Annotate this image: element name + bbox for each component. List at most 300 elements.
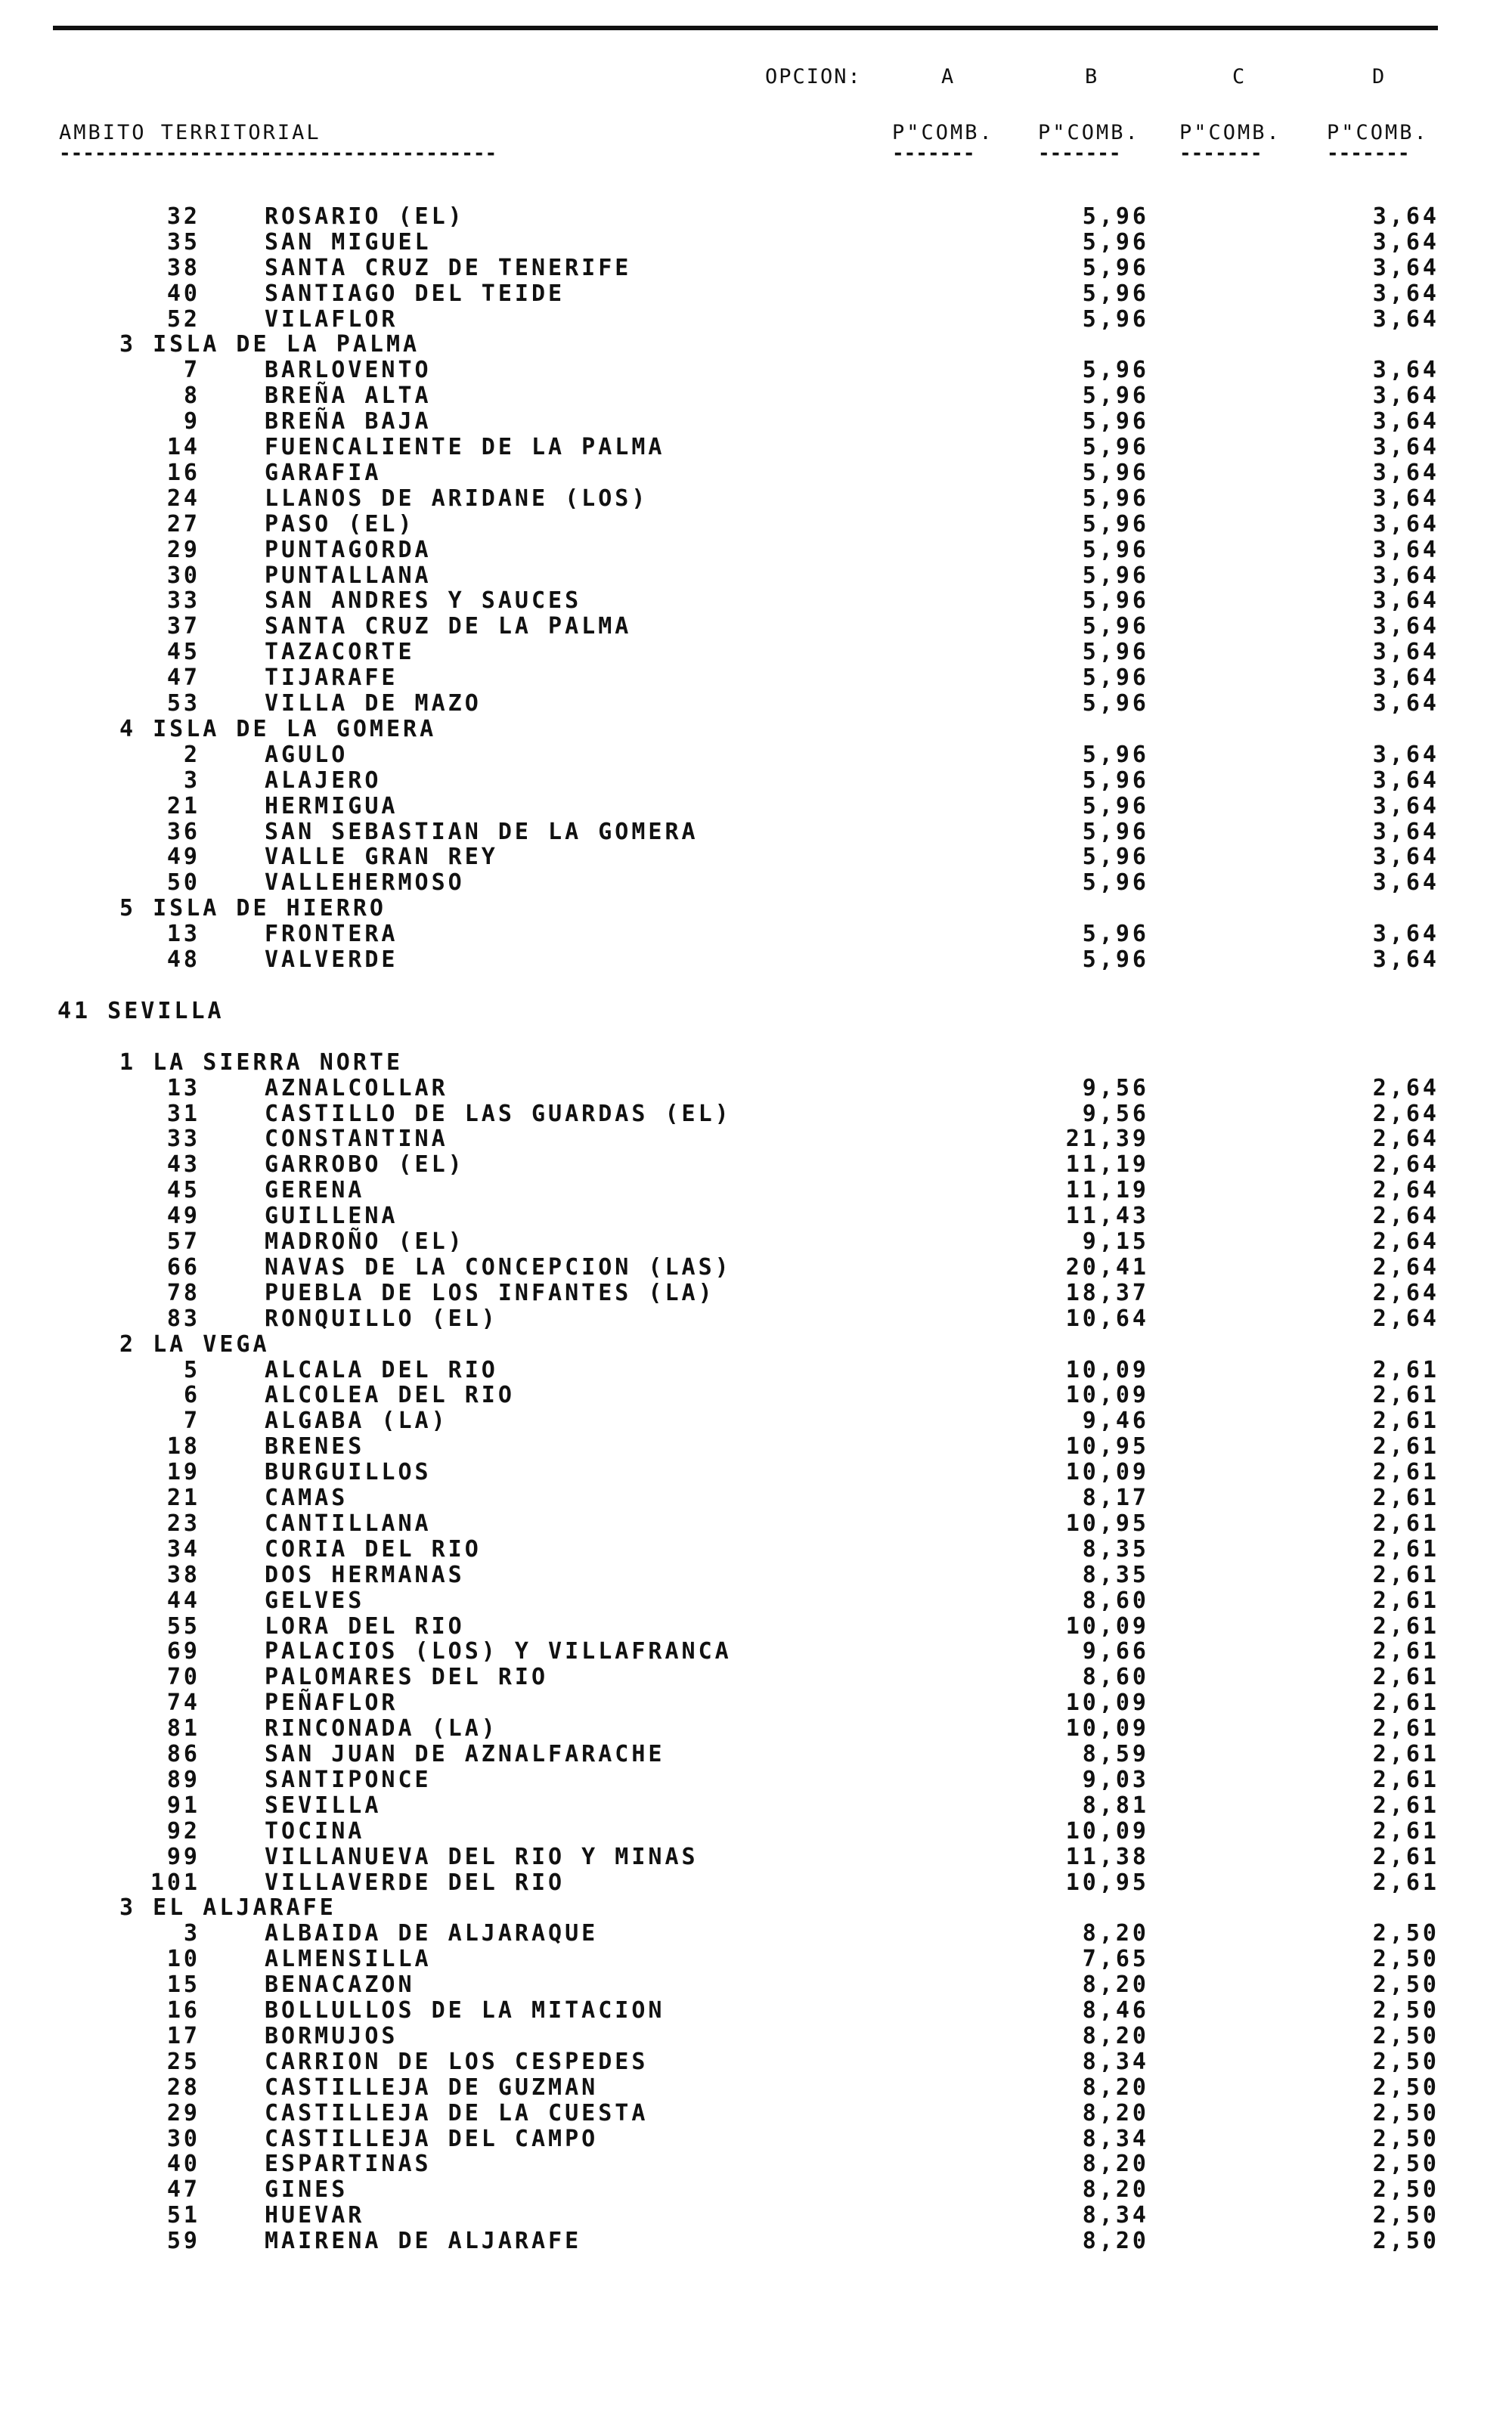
row-code: 2 bbox=[183, 742, 200, 768]
row-name: BORMUJOS bbox=[265, 2023, 398, 2049]
row-name: PASO (EL) bbox=[265, 511, 415, 537]
section-heading: 5 ISLA DE HIERRO bbox=[119, 895, 386, 921]
row-value-d: 2,50 bbox=[1372, 2049, 1439, 2075]
row-code: 57 bbox=[166, 1228, 200, 1255]
row-value-b: 8,81 bbox=[1082, 1792, 1149, 1819]
row-code: 50 bbox=[166, 869, 200, 896]
row-value-d: 3,64 bbox=[1372, 869, 1439, 896]
row-value-b: 5,96 bbox=[1082, 819, 1149, 845]
row-name: BOLLULLOS DE LA MITACION bbox=[265, 1997, 665, 2024]
row-value-b: 7,65 bbox=[1082, 1946, 1149, 1972]
row-value-d: 2,61 bbox=[1372, 1869, 1439, 1896]
col-c-underline: ------- bbox=[1179, 142, 1263, 165]
row-code: 15 bbox=[166, 1972, 200, 1998]
row-value-b: 8,17 bbox=[1082, 1485, 1149, 1511]
row-code: 31 bbox=[166, 1101, 200, 1127]
row-value-b: 5,96 bbox=[1082, 793, 1149, 819]
row-code: 74 bbox=[166, 1690, 200, 1716]
row-name: VILLA DE MAZO bbox=[265, 690, 482, 717]
row-name: PALACIOS (LOS) Y VILLAFRANCA bbox=[265, 1638, 732, 1665]
row-value-b: 9,15 bbox=[1082, 1228, 1149, 1255]
row-name: BRENES bbox=[265, 1433, 365, 1460]
row-value-b: 9,56 bbox=[1082, 1075, 1149, 1101]
row-code: 45 bbox=[166, 639, 200, 665]
row-name: MAIRENA DE ALJARAFE bbox=[265, 2228, 582, 2254]
row-name: ALCOLEA DEL RIO bbox=[265, 1382, 515, 1408]
row-value-d: 2,50 bbox=[1372, 1997, 1439, 2024]
row-value-d: 3,64 bbox=[1372, 408, 1439, 435]
row-value-b: 8,20 bbox=[1082, 2228, 1149, 2254]
row-value-b: 8,59 bbox=[1082, 1741, 1149, 1767]
row-value-d: 2,61 bbox=[1372, 1408, 1439, 1434]
row-value-d: 2,50 bbox=[1372, 2100, 1439, 2126]
row-name: LORA DEL RIO bbox=[265, 1613, 465, 1640]
row-name: ALBAIDA DE ALJARAQUE bbox=[265, 1920, 599, 1947]
row-name: SAN MIGUEL bbox=[265, 229, 432, 256]
row-code: 38 bbox=[166, 1562, 200, 1588]
row-value-b: 10,09 bbox=[1065, 1715, 1149, 1742]
row-value-d: 3,64 bbox=[1372, 587, 1439, 614]
option-a: A bbox=[941, 65, 956, 88]
row-code: 16 bbox=[166, 460, 200, 486]
row-value-d: 3,64 bbox=[1372, 460, 1439, 486]
row-name: BENACAZON bbox=[265, 1972, 415, 1998]
row-name: SEVILLA bbox=[265, 1792, 382, 1819]
row-code: 40 bbox=[166, 280, 200, 307]
col-a-underline: ------- bbox=[892, 142, 975, 165]
row-name: PEÑAFLOR bbox=[265, 1690, 398, 1716]
row-code: 59 bbox=[166, 2228, 200, 2254]
row-code: 91 bbox=[166, 1792, 200, 1819]
row-value-d: 2,50 bbox=[1372, 2176, 1439, 2203]
row-value-b: 10,09 bbox=[1065, 1459, 1149, 1485]
row-value-d: 2,50 bbox=[1372, 2202, 1439, 2229]
row-code: 21 bbox=[166, 1485, 200, 1511]
row-value-d: 3,64 bbox=[1372, 742, 1439, 768]
row-name: AZNALCOLLAR bbox=[265, 1075, 448, 1101]
section-heading: 3 ISLA DE LA PALMA bbox=[119, 331, 420, 358]
row-code: 89 bbox=[166, 1767, 200, 1793]
row-value-b: 5,96 bbox=[1082, 460, 1149, 486]
row-name: CASTILLEJA DE LA CUESTA bbox=[265, 2100, 649, 2126]
row-code: 70 bbox=[166, 1664, 200, 1690]
row-value-d: 2,64 bbox=[1372, 1101, 1439, 1127]
row-value-b: 8,20 bbox=[1082, 2151, 1149, 2177]
row-value-b: 10,95 bbox=[1065, 1869, 1149, 1896]
row-value-d: 2,61 bbox=[1372, 1715, 1439, 1742]
row-code: 47 bbox=[166, 664, 200, 691]
row-value-b: 11,43 bbox=[1065, 1203, 1149, 1229]
row-value-d: 2,50 bbox=[1372, 1972, 1439, 1998]
row-value-d: 3,64 bbox=[1372, 511, 1439, 537]
row-value-d: 2,61 bbox=[1372, 1690, 1439, 1716]
row-name: SANTIPONCE bbox=[265, 1767, 432, 1793]
row-name: CANTILLANA bbox=[265, 1510, 432, 1537]
row-code: 53 bbox=[166, 690, 200, 717]
row-value-b: 8,20 bbox=[1082, 2100, 1149, 2126]
row-code: 29 bbox=[166, 537, 200, 563]
row-value-b: 10,95 bbox=[1065, 1433, 1149, 1460]
row-value-b: 5,96 bbox=[1082, 229, 1149, 256]
row-value-d: 3,64 bbox=[1372, 306, 1439, 333]
row-value-b: 8,20 bbox=[1082, 2176, 1149, 2203]
row-value-b: 10,09 bbox=[1065, 1382, 1149, 1408]
row-code: 10 bbox=[166, 1946, 200, 1972]
row-name: GARROBO (EL) bbox=[265, 1151, 465, 1178]
row-value-d: 2,61 bbox=[1372, 1741, 1439, 1767]
row-name: VALLE GRAN REY bbox=[265, 844, 498, 870]
row-name: BURGUILLOS bbox=[265, 1459, 432, 1485]
row-value-d: 3,64 bbox=[1372, 639, 1439, 665]
row-code: 30 bbox=[166, 2126, 200, 2152]
row-value-d: 2,61 bbox=[1372, 1818, 1439, 1845]
row-value-b: 5,96 bbox=[1082, 280, 1149, 307]
row-code: 35 bbox=[166, 229, 200, 256]
row-value-b: 5,96 bbox=[1082, 203, 1149, 230]
province-heading: 41 SEVILLA bbox=[57, 998, 225, 1024]
row-name: MADROÑO (EL) bbox=[265, 1228, 465, 1255]
row-code: 8 bbox=[183, 383, 200, 409]
row-value-d: 3,64 bbox=[1372, 844, 1439, 870]
row-value-b: 5,96 bbox=[1082, 537, 1149, 563]
row-name: CASTILLEJA DE GUZMAN bbox=[265, 2074, 599, 2101]
row-name: TOCINA bbox=[265, 1818, 365, 1845]
option-b: B bbox=[1085, 65, 1099, 88]
row-code: 78 bbox=[166, 1280, 200, 1306]
row-code: 49 bbox=[166, 844, 200, 870]
row-code: 101 bbox=[150, 1869, 200, 1896]
row-name: NAVAS DE LA CONCEPCION (LAS) bbox=[265, 1254, 732, 1281]
row-value-d: 2,61 bbox=[1372, 1459, 1439, 1485]
row-name: SAN SEBASTIAN DE LA GOMERA bbox=[265, 819, 699, 845]
row-name: PALOMARES DEL RIO bbox=[265, 1664, 549, 1690]
top-rule bbox=[53, 26, 1438, 30]
row-value-d: 3,64 bbox=[1372, 690, 1439, 717]
row-value-b: 5,96 bbox=[1082, 383, 1149, 409]
row-value-b: 10,09 bbox=[1065, 1357, 1149, 1383]
row-value-d: 2,61 bbox=[1372, 1485, 1439, 1511]
row-value-d: 3,64 bbox=[1372, 562, 1439, 589]
row-name: SANTA CRUZ DE TENERIFE bbox=[265, 255, 632, 281]
row-name: PUNTAGORDA bbox=[265, 537, 432, 563]
row-name: VILLANUEVA DEL RIO Y MINAS bbox=[265, 1844, 699, 1870]
row-value-b: 8,20 bbox=[1082, 2074, 1149, 2101]
row-code: 66 bbox=[166, 1254, 200, 1281]
row-name: HUEVAR bbox=[265, 2202, 365, 2229]
row-code: 49 bbox=[166, 1203, 200, 1229]
col-c-label: P"COMB. bbox=[1179, 121, 1281, 144]
row-value-b: 9,56 bbox=[1082, 1101, 1149, 1127]
row-name: ALMENSILLA bbox=[265, 1946, 432, 1972]
row-value-d: 2,61 bbox=[1372, 1382, 1439, 1408]
row-name: VILLAVERDE DEL RIO bbox=[265, 1869, 565, 1896]
row-value-b: 5,96 bbox=[1082, 434, 1149, 460]
row-name: ALGABA (LA) bbox=[265, 1408, 448, 1434]
row-value-d: 2,61 bbox=[1372, 1510, 1439, 1537]
row-name: SANTIAGO DEL TEIDE bbox=[265, 280, 565, 307]
row-value-d: 2,64 bbox=[1372, 1203, 1439, 1229]
row-value-d: 2,61 bbox=[1372, 1613, 1439, 1640]
row-value-b: 5,96 bbox=[1082, 613, 1149, 640]
row-code: 37 bbox=[166, 613, 200, 640]
row-value-d: 2,50 bbox=[1372, 2074, 1439, 2101]
row-code: 29 bbox=[166, 2100, 200, 2126]
row-value-d: 3,64 bbox=[1372, 664, 1439, 691]
row-code: 81 bbox=[166, 1715, 200, 1742]
row-value-d: 3,64 bbox=[1372, 229, 1439, 256]
row-value-b: 5,96 bbox=[1082, 664, 1149, 691]
row-code: 92 bbox=[166, 1818, 200, 1845]
row-value-d: 2,61 bbox=[1372, 1433, 1439, 1460]
row-value-b: 5,96 bbox=[1082, 946, 1149, 973]
row-value-b: 5,96 bbox=[1082, 357, 1149, 383]
row-name: VALVERDE bbox=[265, 946, 398, 973]
row-value-b: 5,96 bbox=[1082, 485, 1149, 512]
row-value-d: 3,64 bbox=[1372, 793, 1439, 819]
row-code: 3 bbox=[183, 1920, 200, 1947]
row-value-d: 2,50 bbox=[1372, 1946, 1439, 1972]
row-name: BREÑA BAJA bbox=[265, 408, 432, 435]
row-code: 7 bbox=[183, 357, 200, 383]
row-code: 18 bbox=[166, 1433, 200, 1460]
row-code: 40 bbox=[166, 2151, 200, 2177]
row-value-b: 5,96 bbox=[1082, 587, 1149, 614]
row-value-d: 3,64 bbox=[1372, 434, 1439, 460]
row-value-b: 5,96 bbox=[1082, 255, 1149, 281]
row-value-b: 5,96 bbox=[1082, 767, 1149, 794]
row-name: GARAFIA bbox=[265, 460, 382, 486]
row-value-d: 2,50 bbox=[1372, 2126, 1439, 2152]
row-value-b: 18,37 bbox=[1065, 1280, 1149, 1306]
ambito-underline: ------------------------------------- bbox=[59, 142, 497, 165]
row-name: VALLEHERMOSO bbox=[265, 869, 465, 896]
row-code: 13 bbox=[166, 1075, 200, 1101]
row-value-b: 5,96 bbox=[1082, 562, 1149, 589]
row-value-d: 2,64 bbox=[1372, 1151, 1439, 1178]
row-name: CASTILLO DE LAS GUARDAS (EL) bbox=[265, 1101, 732, 1127]
row-value-d: 3,64 bbox=[1372, 767, 1439, 794]
row-name: ALAJERO bbox=[265, 767, 382, 794]
row-value-d: 3,64 bbox=[1372, 383, 1439, 409]
row-value-d: 2,50 bbox=[1372, 1920, 1439, 1947]
row-code: 28 bbox=[166, 2074, 200, 2101]
row-name: SANTA CRUZ DE LA PALMA bbox=[265, 613, 632, 640]
row-value-d: 3,64 bbox=[1372, 946, 1439, 973]
row-name: CASTILLEJA DEL CAMPO bbox=[265, 2126, 599, 2152]
row-code: 7 bbox=[183, 1408, 200, 1434]
row-value-b: 11,19 bbox=[1065, 1177, 1149, 1203]
row-code: 44 bbox=[166, 1587, 200, 1614]
row-code: 5 bbox=[183, 1357, 200, 1383]
row-code: 33 bbox=[166, 587, 200, 614]
section-heading: 4 ISLA DE LA GOMERA bbox=[119, 716, 437, 742]
ambito-label: AMBITO TERRITORIAL bbox=[59, 121, 321, 144]
row-code: 55 bbox=[166, 1613, 200, 1640]
row-code: 86 bbox=[166, 1741, 200, 1767]
row-code: 69 bbox=[166, 1638, 200, 1665]
row-value-b: 11,19 bbox=[1065, 1151, 1149, 1178]
row-name: LLANOS DE ARIDANE (LOS) bbox=[265, 485, 649, 512]
row-value-d: 2,61 bbox=[1372, 1357, 1439, 1383]
row-value-b: 8,60 bbox=[1082, 1587, 1149, 1614]
row-value-b: 10,09 bbox=[1065, 1613, 1149, 1640]
row-value-b: 8,46 bbox=[1082, 1997, 1149, 2024]
row-code: 21 bbox=[166, 793, 200, 819]
row-value-d: 2,61 bbox=[1372, 1767, 1439, 1793]
row-code: 51 bbox=[166, 2202, 200, 2229]
row-value-b: 8,20 bbox=[1082, 1920, 1149, 1947]
row-value-b: 5,96 bbox=[1082, 844, 1149, 870]
row-name: SAN ANDRES Y SAUCES bbox=[265, 587, 582, 614]
row-value-d: 2,64 bbox=[1372, 1177, 1439, 1203]
row-name: CONSTANTINA bbox=[265, 1126, 448, 1152]
row-name: CORIA DEL RIO bbox=[265, 1536, 482, 1563]
col-a-label: P"COMB. bbox=[892, 121, 994, 144]
row-value-d: 3,64 bbox=[1372, 613, 1439, 640]
row-value-b: 10,09 bbox=[1065, 1690, 1149, 1716]
row-value-b: 9,46 bbox=[1082, 1408, 1149, 1434]
row-code: 6 bbox=[183, 1382, 200, 1408]
row-value-d: 2,61 bbox=[1372, 1562, 1439, 1588]
row-code: 47 bbox=[166, 2176, 200, 2203]
row-value-d: 2,64 bbox=[1372, 1228, 1439, 1255]
row-value-b: 5,96 bbox=[1082, 742, 1149, 768]
col-b-label: P"COMB. bbox=[1038, 121, 1140, 144]
row-code: 19 bbox=[166, 1459, 200, 1485]
row-code: 3 bbox=[183, 767, 200, 794]
row-value-b: 21,39 bbox=[1065, 1126, 1149, 1152]
row-value-d: 2,50 bbox=[1372, 2023, 1439, 2049]
row-value-b: 9,03 bbox=[1082, 1767, 1149, 1793]
row-name: CARRION DE LOS CESPEDES bbox=[265, 2049, 649, 2075]
row-value-b: 11,38 bbox=[1065, 1844, 1149, 1870]
row-name: GINES bbox=[265, 2176, 349, 2203]
row-name: FRONTERA bbox=[265, 921, 398, 947]
row-value-b: 8,20 bbox=[1082, 1972, 1149, 1998]
row-name: AGULO bbox=[265, 742, 349, 768]
section-heading: 1 LA SIERRA NORTE bbox=[119, 1049, 404, 1076]
row-name: RINCONADA (LA) bbox=[265, 1715, 498, 1742]
row-code: 48 bbox=[166, 946, 200, 973]
row-name: GUILLENA bbox=[265, 1203, 398, 1229]
row-value-b: 10,09 bbox=[1065, 1818, 1149, 1845]
row-value-b: 8,60 bbox=[1082, 1664, 1149, 1690]
row-name: BREÑA ALTA bbox=[265, 383, 432, 409]
row-value-d: 3,64 bbox=[1372, 921, 1439, 947]
row-value-d: 3,64 bbox=[1372, 255, 1439, 281]
row-code: 83 bbox=[166, 1306, 200, 1332]
row-name: TAZACORTE bbox=[265, 639, 415, 665]
row-code: 16 bbox=[166, 1997, 200, 2024]
col-d-label: P"COMB. bbox=[1327, 121, 1429, 144]
row-value-b: 5,96 bbox=[1082, 306, 1149, 333]
row-code: 25 bbox=[166, 2049, 200, 2075]
option-d: D bbox=[1372, 65, 1387, 88]
row-name: FUENCALIENTE DE LA PALMA bbox=[265, 434, 665, 460]
row-code: 38 bbox=[166, 255, 200, 281]
row-value-b: 5,96 bbox=[1082, 639, 1149, 665]
row-value-d: 2,61 bbox=[1372, 1536, 1439, 1563]
row-name: ROSARIO (EL) bbox=[265, 203, 465, 230]
row-value-b: 5,96 bbox=[1082, 921, 1149, 947]
row-code: 52 bbox=[166, 306, 200, 333]
row-name: RONQUILLO (EL) bbox=[265, 1306, 498, 1332]
row-name: TIJARAFE bbox=[265, 664, 398, 691]
row-code: 24 bbox=[166, 485, 200, 512]
row-value-d: 3,64 bbox=[1372, 819, 1439, 845]
col-d-underline: ------- bbox=[1327, 142, 1410, 165]
row-value-b: 10,64 bbox=[1065, 1306, 1149, 1332]
row-value-b: 8,34 bbox=[1082, 2126, 1149, 2152]
row-name: GELVES bbox=[265, 1587, 365, 1614]
row-value-b: 5,96 bbox=[1082, 511, 1149, 537]
row-value-d: 2,61 bbox=[1372, 1638, 1439, 1665]
row-value-b: 5,96 bbox=[1082, 869, 1149, 896]
row-name: VILAFLOR bbox=[265, 306, 398, 333]
row-value-d: 2,64 bbox=[1372, 1306, 1439, 1332]
row-name: GERENA bbox=[265, 1177, 365, 1203]
row-value-b: 20,41 bbox=[1065, 1254, 1149, 1281]
row-value-d: 3,64 bbox=[1372, 280, 1439, 307]
row-name: BARLOVENTO bbox=[265, 357, 432, 383]
row-code: 14 bbox=[166, 434, 200, 460]
row-value-b: 9,66 bbox=[1082, 1638, 1149, 1665]
row-value-d: 2,61 bbox=[1372, 1792, 1439, 1819]
row-value-b: 8,34 bbox=[1082, 2202, 1149, 2229]
row-value-b: 5,96 bbox=[1082, 690, 1149, 717]
row-value-d: 3,64 bbox=[1372, 357, 1439, 383]
row-code: 33 bbox=[166, 1126, 200, 1152]
row-value-d: 3,64 bbox=[1372, 485, 1439, 512]
row-code: 36 bbox=[166, 819, 200, 845]
row-name: ESPARTINAS bbox=[265, 2151, 432, 2177]
row-value-b: 8,35 bbox=[1082, 1562, 1149, 1588]
row-code: 30 bbox=[166, 562, 200, 589]
row-name: DOS HERMANAS bbox=[265, 1562, 465, 1588]
row-code: 9 bbox=[183, 408, 200, 435]
row-code: 27 bbox=[166, 511, 200, 537]
row-value-d: 2,50 bbox=[1372, 2228, 1439, 2254]
row-code: 45 bbox=[166, 1177, 200, 1203]
col-b-underline: ------- bbox=[1038, 142, 1121, 165]
section-heading: 3 EL ALJARAFE bbox=[119, 1894, 336, 1921]
row-code: 23 bbox=[166, 1510, 200, 1537]
row-name: CAMAS bbox=[265, 1485, 349, 1511]
row-value-d: 2,64 bbox=[1372, 1254, 1439, 1281]
option-c: C bbox=[1232, 65, 1247, 88]
row-name: SAN JUAN DE AZNALFARACHE bbox=[265, 1741, 665, 1767]
row-value-d: 2,61 bbox=[1372, 1587, 1439, 1614]
row-name: ALCALA DEL RIO bbox=[265, 1357, 498, 1383]
row-value-d: 2,64 bbox=[1372, 1280, 1439, 1306]
row-value-d: 2,61 bbox=[1372, 1844, 1439, 1870]
row-code: 17 bbox=[166, 2023, 200, 2049]
row-value-d: 2,61 bbox=[1372, 1664, 1439, 1690]
row-name: PUEBLA DE LOS INFANTES (LA) bbox=[265, 1280, 715, 1306]
row-name: HERMIGUA bbox=[265, 793, 398, 819]
row-code: 13 bbox=[166, 921, 200, 947]
row-code: 32 bbox=[166, 203, 200, 230]
row-value-d: 2,64 bbox=[1372, 1075, 1439, 1101]
section-heading: 2 LA VEGA bbox=[119, 1331, 270, 1358]
row-name: PUNTALLANA bbox=[265, 562, 432, 589]
row-value-d: 3,64 bbox=[1372, 537, 1439, 563]
row-value-d: 3,64 bbox=[1372, 203, 1439, 230]
row-value-b: 10,95 bbox=[1065, 1510, 1149, 1537]
row-value-b: 8,34 bbox=[1082, 2049, 1149, 2075]
row-code: 43 bbox=[166, 1151, 200, 1178]
row-value-b: 8,20 bbox=[1082, 2023, 1149, 2049]
